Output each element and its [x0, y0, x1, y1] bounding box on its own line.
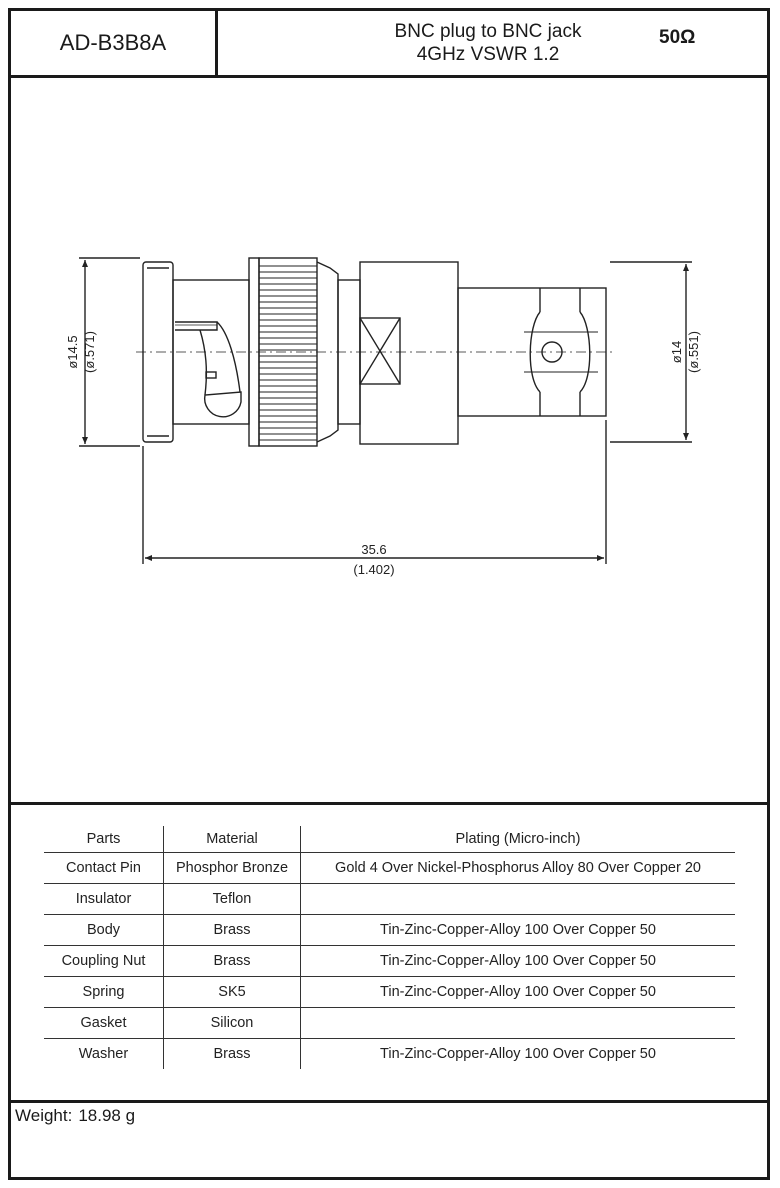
connector-drawing-area: [11, 78, 767, 805]
part-cell: Spring: [44, 977, 164, 1008]
material-cell: Silicon: [164, 1008, 301, 1039]
header-material: Material: [164, 826, 301, 853]
plating-cell: [301, 884, 736, 915]
material-cell: Brass: [164, 915, 301, 946]
table-row: [44, 1008, 735, 1039]
part-cell: Body: [44, 915, 164, 946]
impedance-label: 50Ω: [659, 27, 696, 48]
knurling: [259, 266, 317, 440]
part-cell: Insulator: [44, 884, 164, 915]
material-cell: Brass: [164, 1039, 301, 1070]
plating-cell: Gold 4 Over Nickel-Phosphorus Alloy 80 Over Copper 20: [335, 860, 701, 876]
weight-info: [15, 1106, 141, 1126]
table-row: [44, 1039, 735, 1070]
weight-label: Weight:: [15, 1106, 73, 1125]
length-in: (1.402): [353, 562, 395, 577]
material-cell: Brass: [164, 946, 301, 977]
plating-cell: Tin-Zinc-Copper-Alloy 100 Over Copper 50: [380, 984, 656, 1000]
weight-value: 18.98 g: [78, 1106, 136, 1125]
bayonet-slot: [175, 322, 217, 330]
header-parts: Parts: [44, 826, 164, 853]
description-line-2: 4GHz VSWR 1.2: [416, 44, 560, 65]
left-diameter-mm: ø14.5: [65, 335, 80, 369]
right-diameter-in: (ø.551): [686, 331, 701, 373]
left-diameter-in: (ø.571): [82, 331, 97, 373]
plating-cell: Tin-Zinc-Copper-Alloy 100 Over Copper 50: [380, 922, 656, 938]
material-cell: Phosphor Bronze: [164, 853, 301, 884]
header-plating: Plating (Micro-inch): [455, 831, 581, 847]
length-mm: 35.6: [361, 542, 387, 557]
specification-table: [44, 826, 735, 1069]
table-row: [44, 946, 735, 977]
part-cell: Washer: [44, 1039, 164, 1070]
part-cell: Coupling Nut: [44, 946, 164, 977]
bayonet-pin: [205, 392, 241, 417]
model-number: AD-B3B8A: [11, 11, 218, 75]
material-cell: Teflon: [164, 884, 301, 915]
hex-body: [360, 262, 458, 444]
material-cell: SK5: [164, 977, 301, 1008]
plating-cell: Tin-Zinc-Copper-Alloy 100 Over Copper 50: [380, 953, 656, 969]
coupling-nut: [259, 258, 317, 446]
right-diameter-mm: ø14: [669, 340, 684, 364]
drawing-frame: [8, 8, 770, 1180]
table-row: [44, 853, 735, 884]
table-row: [44, 915, 735, 946]
plating-cell: Tin-Zinc-Copper-Alloy 100 Over Copper 50: [380, 1046, 656, 1062]
table-header-row: [44, 826, 735, 853]
description-line-1: BNC plug to BNC jack: [394, 21, 582, 42]
table-row: [44, 977, 735, 1008]
plating-cell: [301, 1008, 736, 1039]
table-row: [44, 884, 735, 915]
part-cell: Gasket: [44, 1008, 164, 1039]
part-cell: Contact Pin: [44, 853, 164, 884]
specification-section: [11, 805, 767, 1103]
